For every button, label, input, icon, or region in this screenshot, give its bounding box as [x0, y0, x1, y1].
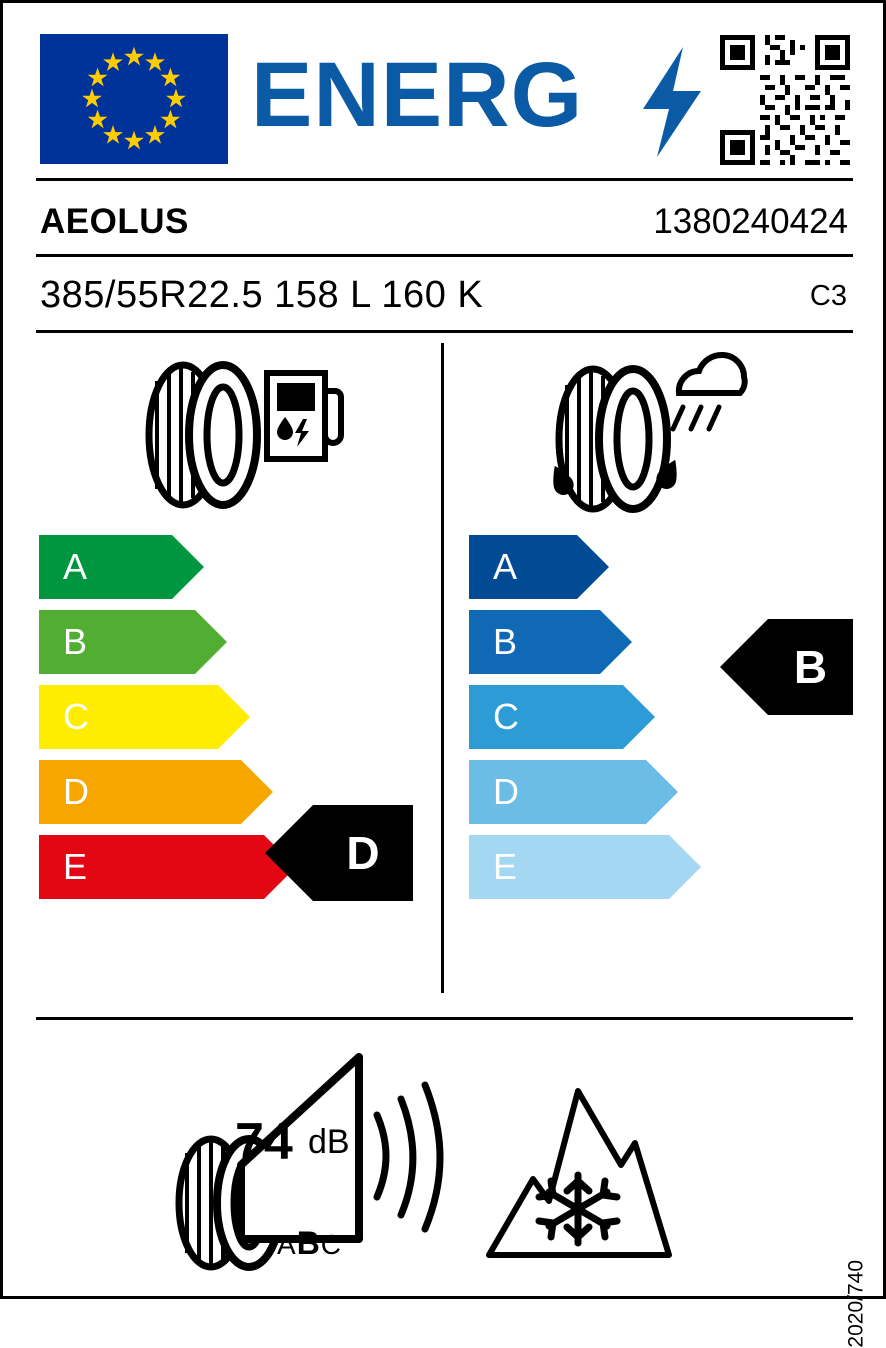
wet-grip-scale — [469, 535, 669, 910]
lightning-bolt-icon — [643, 47, 703, 157]
wet-grip-result: B — [768, 619, 853, 715]
fuel-grade-row-d — [39, 760, 264, 824]
rule-under-size — [36, 330, 853, 333]
label-header — [3, 3, 883, 178]
fuel-grade-row-e — [39, 835, 264, 899]
three-peak-mountain-snowflake-icon — [483, 1083, 673, 1263]
wet-grade-row-a — [469, 535, 669, 599]
regulation-reference: 2020/740 — [845, 1260, 868, 1348]
fuel-efficiency-result: D — [313, 805, 413, 901]
fuel-grade-row-b — [39, 610, 264, 674]
noise-class-row — [277, 1225, 342, 1262]
wet-grade-row-c — [469, 685, 669, 749]
wet-grade-arrow-e: E — [469, 835, 669, 899]
rule-under-brand — [36, 254, 853, 257]
tyre-rain-cloud-icon — [531, 355, 751, 520]
trade-code: 1380240424 — [653, 202, 848, 241]
rule-under-grades — [36, 1017, 853, 1020]
tyre-fuel-pump-icon — [121, 355, 331, 515]
fuel-efficiency-scale — [39, 535, 264, 910]
fuel-grade-arrow-e: E — [39, 835, 264, 899]
wet-grade-arrow-a: A — [469, 535, 577, 599]
fuel-grade-arrow-b: B — [39, 610, 195, 674]
noise-class-a: A — [277, 1229, 297, 1260]
wet-grade-row-e — [469, 835, 669, 899]
tyre-size-designation: 385/55R22.5 158 L 160 K — [40, 274, 484, 316]
wet-grade-row-d — [469, 760, 669, 824]
wet-grade-arrow-c: C — [469, 685, 623, 749]
wet-grade-arrow-b: B — [469, 610, 600, 674]
noise-class-c: C — [320, 1229, 343, 1260]
noise-unit: dB — [308, 1123, 350, 1161]
eu-flag-icon — [40, 34, 228, 164]
fuel-grade-row-c — [39, 685, 264, 749]
energy-wordmark: ENERG — [251, 44, 584, 146]
fuel-grade-arrow-c: C — [39, 685, 218, 749]
rule-under-header — [36, 178, 853, 181]
fuel-grade-arrow-d: D — [39, 760, 241, 824]
qr-code-icon — [720, 35, 850, 165]
noise-class-b: B — [296, 1225, 321, 1261]
vertical-divider — [441, 343, 444, 993]
tyre-class: C3 — [809, 280, 847, 312]
wet-grade-row-b — [469, 610, 669, 674]
noise-value: 74 — [235, 1113, 293, 1171]
fuel-grade-row-a — [39, 535, 264, 599]
brand-name: AEOLUS — [40, 202, 189, 241]
wet-grade-arrow-d: D — [469, 760, 646, 824]
fuel-grade-arrow-a: A — [39, 535, 172, 599]
eu-stars — [40, 34, 228, 164]
